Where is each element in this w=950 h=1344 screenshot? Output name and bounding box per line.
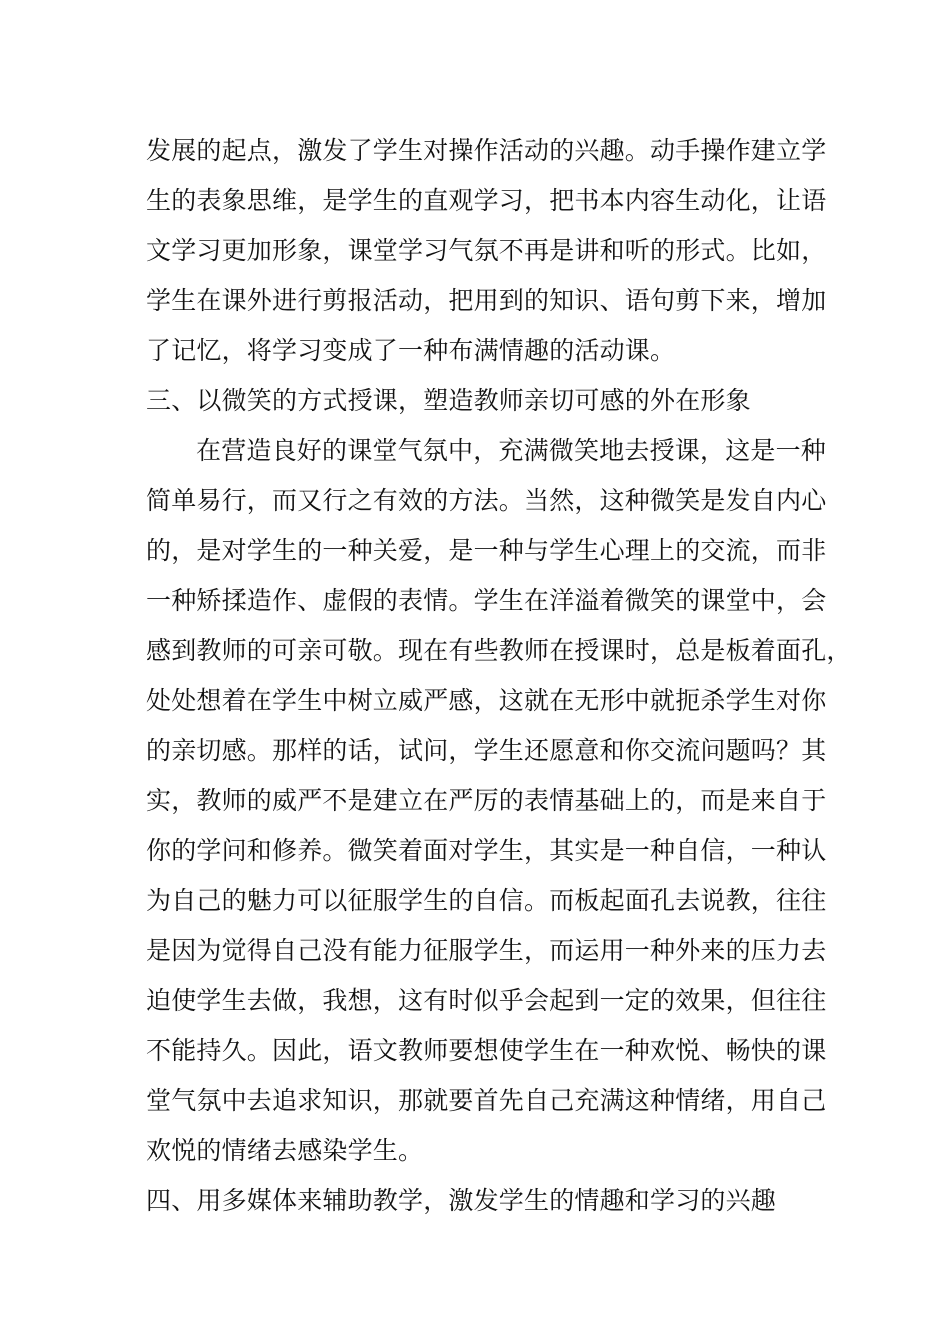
body-text-line: 为自己的魅力可以征服学生的自信。而板起面孔去说教，往往 — [146, 886, 827, 915]
body-text-line: 实，教师的威严不是建立在严厉的表情基础上的，而是来自于 — [146, 786, 827, 815]
body-text-line: 迫使学生去做，我想，这有时似乎会起到一定的效果，但往往 — [146, 986, 827, 1015]
body-text-line: 学生在课外进行剪报活动，把用到的知识、语句剪下来，增加 — [146, 286, 827, 315]
body-text-line: 你的学问和修养。微笑着面对学生，其实是一种自信，一种认 — [146, 836, 827, 865]
body-text-line: 文学习更加形象，课堂学习气氛不再是讲和听的形式。比如， — [146, 236, 827, 265]
body-text-line: 的亲切感。那样的话，试问，学生还愿意和你交流问题吗？其 — [146, 736, 827, 765]
body-text-line: 一种矫揉造作、虚假的表情。学生在洋溢着微笑的课堂中，会 — [146, 586, 827, 615]
body-text-line: 感到教师的可亲可敬。现在有些教师在授课时，总是板着面孔， — [146, 636, 852, 665]
body-text-line: 在营造良好的课堂气氛中，充满微笑地去授课，这是一种 — [196, 436, 827, 465]
section-heading-4: 四、用多媒体来辅助教学，激发学生的情趣和学习的兴趣 — [146, 1186, 777, 1215]
body-text-line: 发展的起点，激发了学生对操作活动的兴趣。动手操作建立学 — [146, 136, 827, 165]
section-heading-3: 三、以微笑的方式授课，塑造教师亲切可感的外在形象 — [146, 386, 751, 415]
body-text-line: 简单易行，而又行之有效的方法。当然，这种微笑是发自内心 — [146, 486, 827, 515]
body-text-line: 欢悦的情绪去感染学生。 — [146, 1136, 424, 1165]
body-text-line: 了记忆，将学习变成了一种布满情趣的活动课。 — [146, 336, 676, 365]
body-text-line: 处处想着在学生中树立威严感，这就在无形中就扼杀学生对你 — [146, 686, 827, 715]
body-text-line: 堂气氛中去追求知识，那就要首先自己充满这种情绪，用自己 — [146, 1086, 827, 1115]
body-text-line: 是因为觉得自己没有能力征服学生，而运用一种外来的压力去 — [146, 936, 827, 965]
body-text-line: 不能持久。因此，语文教师要想使学生在一种欢悦、畅快的课 — [146, 1036, 827, 1065]
body-text-line: 的，是对学生的一种关爱，是一种与学生心理上的交流，而非 — [146, 536, 827, 565]
body-text-line: 生的表象思维，是学生的直观学习，把书本内容生动化，让语 — [146, 186, 827, 215]
